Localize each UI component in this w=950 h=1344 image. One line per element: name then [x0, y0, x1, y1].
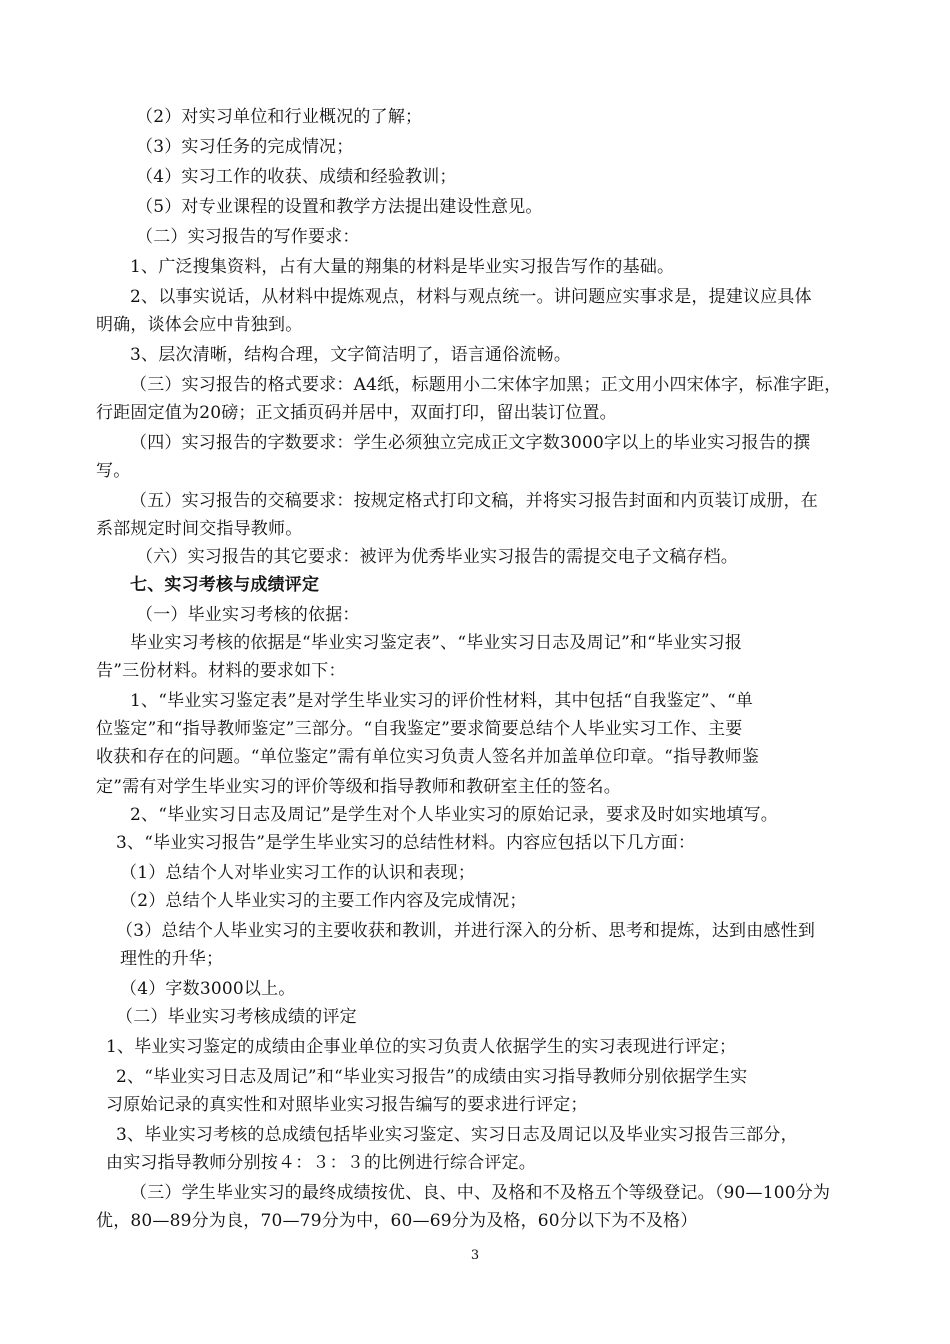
text-line: 1、广泛搜集资料，占有大量的翔集的材料是毕业实习报告写作的基础。: [130, 257, 675, 277]
text-line: 2、以事实说话，从材料中提炼观点，材料与观点统一。讲问题应实事求是，提建议应具体: [130, 287, 812, 307]
text-line: （四）实习报告的字数要求：学生必须独立完成正文字数3000字以上的毕业实习报告的撰: [130, 433, 811, 453]
text-line: 位鉴定”和“指导教师鉴定”三部分。“自我鉴定”要求简要总结个人毕业实习工作、主要: [96, 719, 743, 739]
section-heading: 七、实习考核与成绩评定: [130, 575, 320, 595]
text-line: 理性的升华；: [120, 949, 224, 969]
text-line: （一）毕业实习考核的依据：: [136, 605, 360, 625]
text-line: （三）学生毕业实习的最终成绩按优、良、中、及格和不及格五个等级登记。（90—100分为: [130, 1183, 831, 1203]
text-line: 告”三份材料。材料的要求如下：: [96, 661, 346, 681]
text-line: 毕业实习考核的依据是“毕业实习鉴定表”、“毕业实习日志及周记”和“毕业实习报: [130, 633, 743, 653]
text-line: （3）实习任务的完成情况；: [136, 137, 354, 157]
text-line: 3、层次清晰，结构合理，文字简洁明了，语言通俗流畅。: [130, 345, 572, 365]
text-line: （二）实习报告的写作要求：: [136, 227, 360, 247]
text-line: （三）实习报告的格式要求：A4纸，标题用小二宋体字加黑；正文用小四宋体字，标准字距，: [130, 375, 842, 395]
text-line: 3、“毕业实习报告”是学生毕业实习的总结性材料。内容应包括以下几方面：: [116, 833, 696, 853]
text-line: 1、“毕业实习鉴定表”是对学生毕业实习的评价性材料，其中包括“自我鉴定”、“单: [130, 691, 754, 711]
text-line: 2、“毕业实习日志及周记”和“毕业实习报告”的成绩由实习指导教师分别依据学生实: [116, 1067, 748, 1087]
text-line: （2）总结个人毕业实习的主要工作内容及完成情况；: [120, 891, 527, 911]
text-line: （二）毕业实习考核成绩的评定: [116, 1007, 357, 1027]
text-line: 由实习指导教师分别按４：３：３的比例进行综合评定。: [106, 1153, 536, 1173]
text-line: （5）对专业课程的设置和教学方法提出建设性意见。: [136, 197, 543, 217]
text-line: （1）总结个人对毕业实习工作的认识和表现；: [120, 863, 476, 883]
text-line: （五）实习报告的交稿要求：按规定格式打印文稿，并将实习报告封面和内页装订成册，在: [130, 491, 818, 511]
text-line: 习原始记录的真实性和对照毕业实习报告编写的要求进行评定；: [106, 1095, 588, 1115]
text-line: 收获和存在的问题。“单位鉴定”需有单位实习负责人签名并加盖单位印章。“指导教师鉴: [96, 747, 760, 767]
text-line: 1、毕业实习鉴定的成绩由企事业单位的实习负责人依据学生的实习表现进行评定；: [106, 1037, 737, 1057]
text-line: 3、毕业实习考核的总成绩包括毕业实习鉴定、实习日志及周记以及毕业实习报告三部分，: [116, 1125, 798, 1145]
text-line: 定”需有对学生毕业实习的评价等级和指导教师和教研室主任的签名。: [96, 777, 621, 797]
text-line: 行距固定值为20磅；正文插页码并居中，双面打印，留出装订位置。: [96, 403, 617, 423]
text-line: （4）实习工作的收获、成绩和经验教训；: [136, 167, 457, 187]
text-line: （3）总结个人毕业实习的主要收获和教训，并进行深入的分析、思考和提炼，达到由感性到: [116, 921, 816, 941]
page-number: 3: [470, 1248, 480, 1263]
text-line: 优，80—89分为良，70—79分为中，60—69分为及格，60分以下为不及格）: [96, 1211, 698, 1231]
text-line: 2、“毕业实习日志及周记”是学生对个人毕业实习的原始记录，要求及时如实地填写。: [130, 805, 778, 825]
text-line: 系部规定时间交指导教师。: [96, 519, 303, 539]
text-line: （2）对实习单位和行业概况的了解；: [136, 107, 423, 127]
text-line: 写。: [96, 461, 131, 481]
text-line: （4）字数3000以上。: [120, 979, 296, 999]
text-line: （六）实习报告的其它要求：被评为优秀毕业实习报告的需提交电子文稿存档。: [136, 547, 738, 567]
text-line: 明确，谈体会应中肯独到。: [96, 315, 303, 335]
